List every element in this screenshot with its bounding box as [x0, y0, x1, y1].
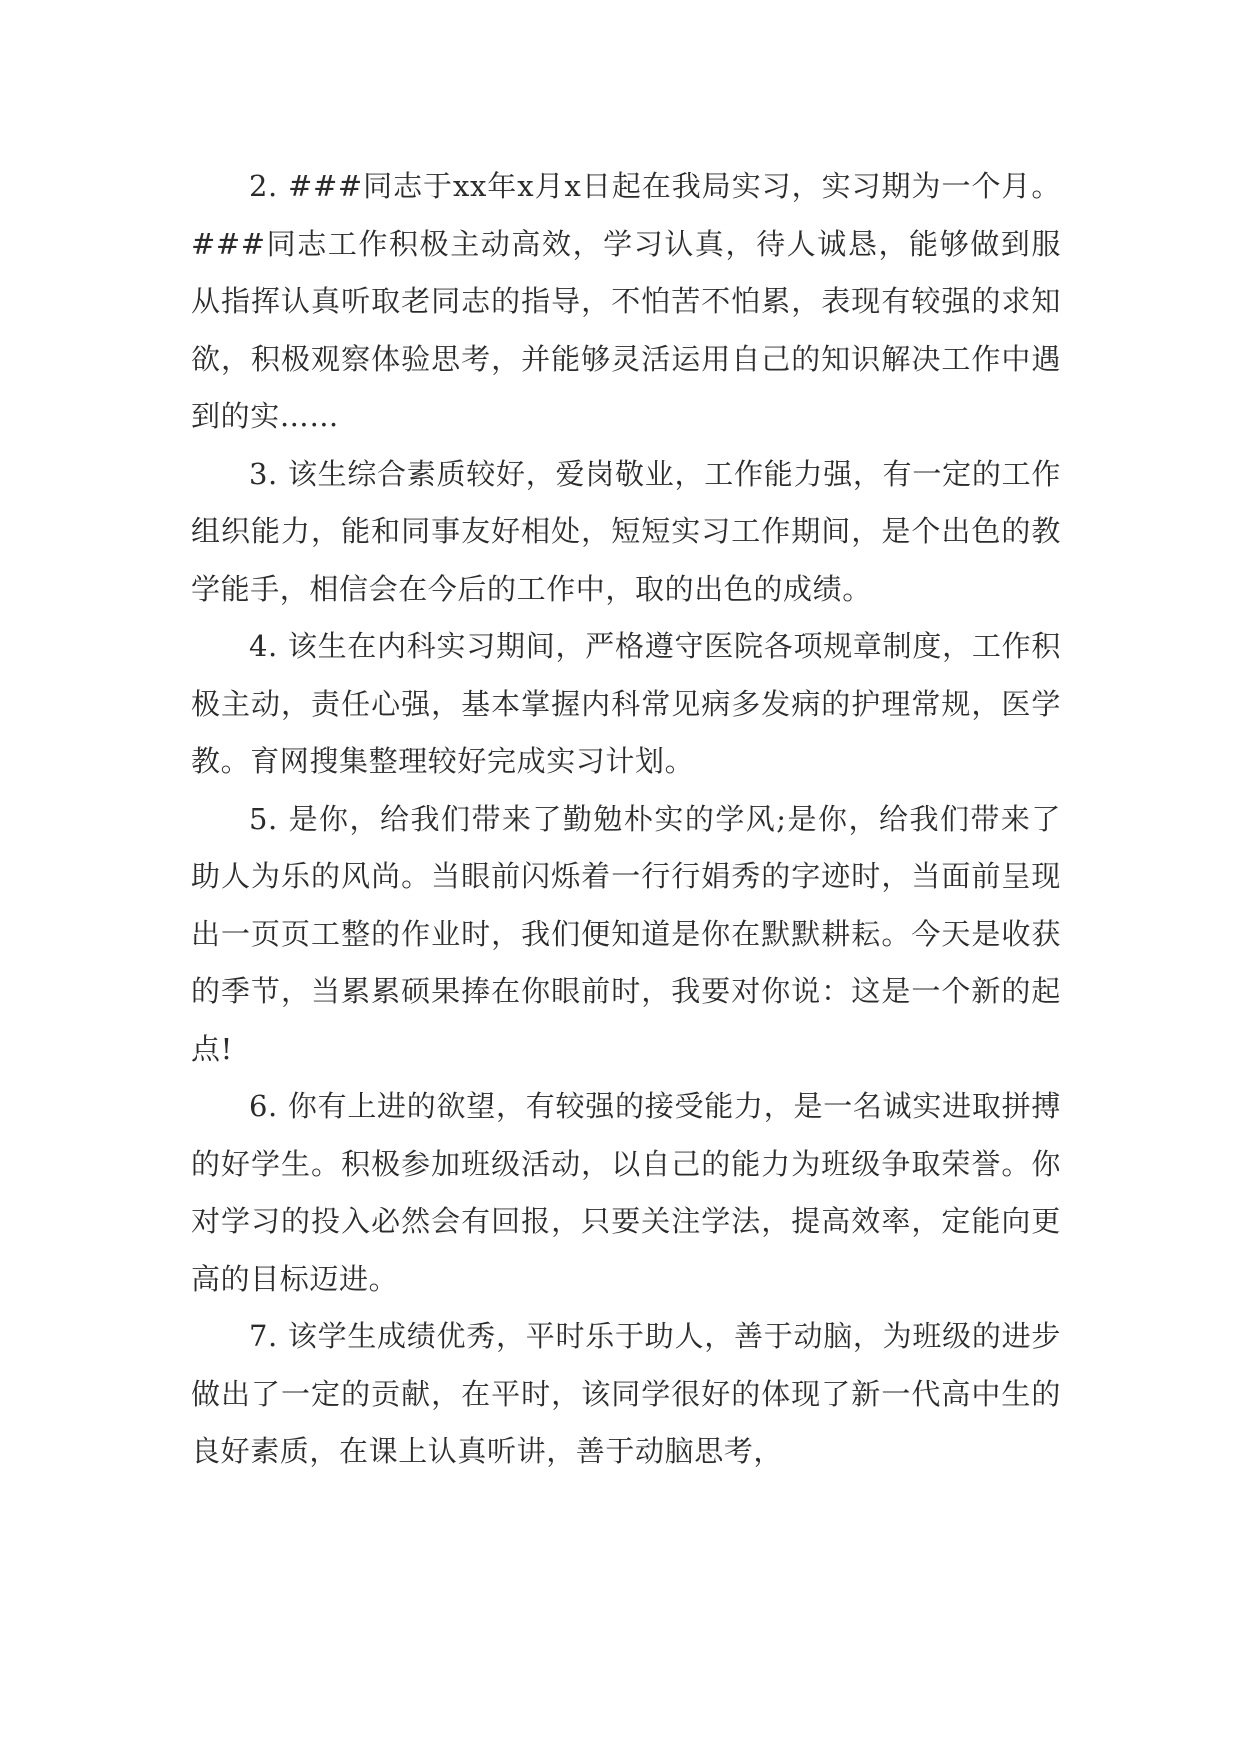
paragraph-2: 2. ###同志于xx年x月x日起在我局实习，实习期为一个月。###同志工作积极主动高效，学习认真，待人诚恳，能够做到服从指挥认真听取老同志的指导，不怕苦不怕累，表现有较强的求知欲，积极观察体验思考，并能够灵活运用自己的知识解决工作中遇到的实…… — [191, 169, 1061, 433]
paragraph-6: 6. 你有上进的欲望，有较强的接受能力，是一名诚实进取拼搏的好学生。积极参加班级活动，以自己的能力为班级争取荣誉。你对学习的投入必然会有回报，只要关注学法，提高效率，定能向更高的目标迈进。 — [191, 1089, 1061, 1296]
paragraph-7: 7. 该学生成绩优秀，平时乐于助人，善于动脑，为班级的进步做出了一定的贡献，在平时，该同学很好的体现了新一代高中生的良好素质，在课上认真听讲，善于动脑思考， — [191, 1319, 1061, 1468]
document-body — [191, 158, 1061, 1481]
paragraph-3: 3. 该生综合素质较好，爱岗敬业，工作能力强，有一定的工作组织能力，能和同事友好相处，短短实习工作期间，是个出色的教学能手，相信会在今后的工作中，取的出色的成绩。 — [191, 456, 1061, 606]
paragraph-5: 5. 是你，给我们带来了勤勉朴实的学风;是你，给我们带来了助人为乐的风尚。当眼前闪烁着一行行娟秀的字迹时，当面前呈现出一页页工整的作业时，我们便知道是你在默默耕耘。今天是收获的季节，当累累硕果捧在你眼前时，我要对你说：这是一个新的起点! — [191, 801, 1061, 1066]
paragraph-4: 4. 该生在内科实习期间，严格遵守医院各项规章制度，工作积极主动，责任心强，基本掌握内科常见病多发病的护理常规，医学教。育网搜集整理较好完成实习计划。 — [191, 629, 1061, 778]
